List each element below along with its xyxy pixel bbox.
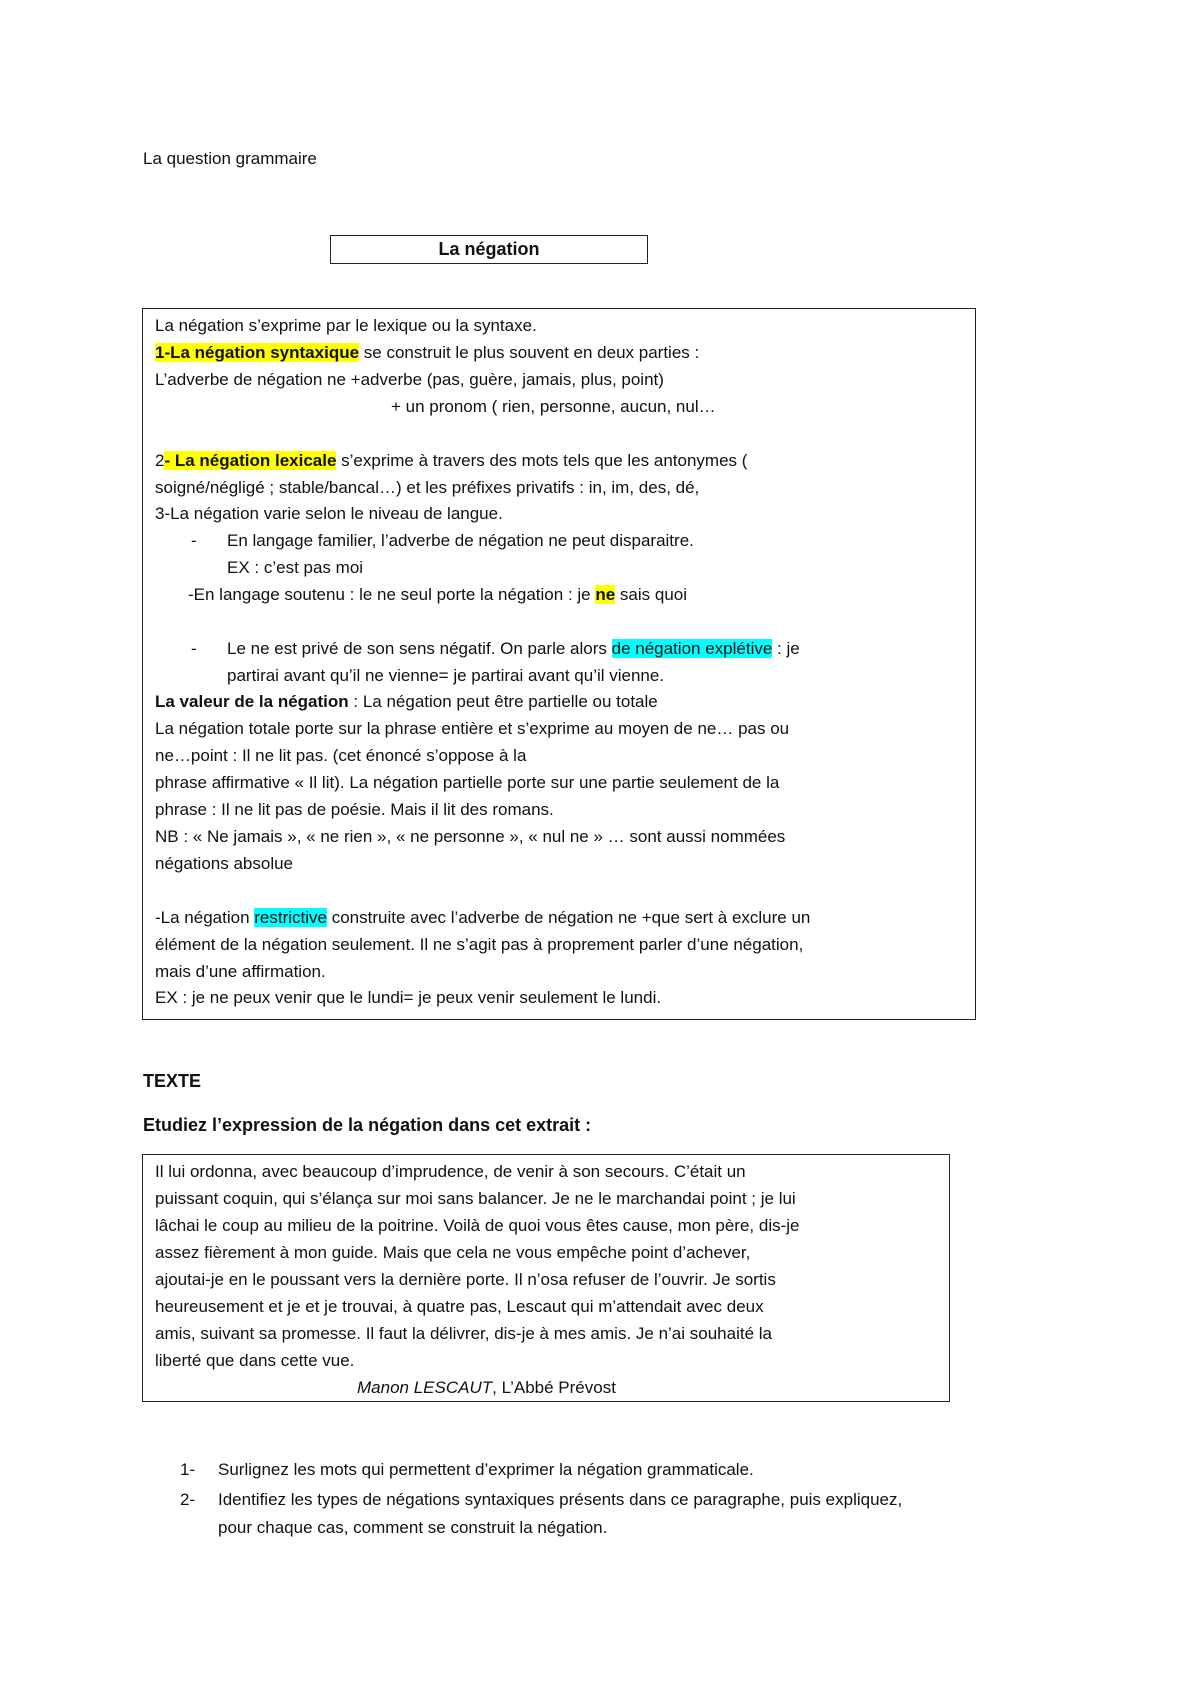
lesson-restrictive-line-2: élément de la négation seulement. Il ne s’agit pas à proprement parler d’une négation, (155, 935, 804, 954)
lesson-valeur-line-3: ne…point : Il ne lit pas. (cet énoncé s’oppose à la (155, 746, 527, 765)
extract-line: liberté que dans cette vue. (155, 1351, 355, 1370)
lesson-pronom-line: + un pronom ( rien, personne, aucun, nul… (391, 397, 716, 416)
extract-line: assez fièrement à mon guide. Mais que cela ne vous empêche point d’achever, (155, 1243, 751, 1262)
source-author: , L’Abbé Prévost (492, 1378, 616, 1397)
text-span: : La négation peut être partielle ou totale (348, 692, 658, 711)
extract-line: puissant coquin, qui s’élança sur moi sans balancer. Je ne le marchandai point ; je lui (155, 1189, 796, 1208)
highlight-syntaxique: 1-La négation syntaxique (155, 343, 360, 362)
question-item-2 (180, 1486, 903, 1542)
question-text: Surlignez les mots qui permettent d’exprimer la négation grammaticale. (218, 1460, 754, 1479)
bullet-dash: - (191, 531, 197, 550)
lesson-valeur-line-6: NB : « Ne jamais », « ne rien », « ne personne », « nul ne » … sont aussi nommées (155, 827, 786, 846)
lesson-example-2: EX : je ne peux venir que le lundi= je peux venir seulement le lundi. (155, 988, 662, 1007)
lesson-familier-line: En langage familier, l’adverbe de négation ne peut disparaitre. (227, 531, 694, 550)
highlight-lexicale: - La négation lexicale (164, 451, 337, 470)
texte-label: TEXTE (143, 1071, 202, 1091)
valeur-heading: La valeur de la négation (155, 692, 349, 711)
lesson-expletive-line-2: partirai avant qu’il ne vienne= je partirai avant qu’il vienne. (227, 666, 665, 685)
lesson-valeur-line-4: phrase affirmative « Il lit). La négation partielle porte sur une partie seulement de la (155, 773, 780, 792)
text-span: construite avec l’adverbe de négation ne +que sert à exclure un (326, 908, 811, 927)
extract-line: ajoutai-je en le poussant vers la dernière porte. Il n’osa refuser de l’ouvrir. Je sortis (155, 1270, 776, 1289)
lesson-syntaxique-line (155, 340, 699, 366)
question-number: 1- (180, 1460, 196, 1479)
lesson-intro: La négation s’exprime par le lexique ou la syntaxe. (155, 316, 537, 335)
bullet-dash: - (191, 639, 197, 658)
lesson-restrictive-line-3: mais d’une affirmation. (155, 962, 326, 981)
text-span: se construit le plus souvent en deux parties : (359, 343, 700, 362)
extract-line: heureusement et je et je trouvai, à quatre pas, Lescaut qui m’attendait avec deux (155, 1297, 764, 1316)
exercise-question: Etudiez l’expression de la négation dans cet extrait : (143, 1115, 592, 1135)
lesson-restrictive-line (155, 905, 810, 931)
question-number: 2- (180, 1490, 196, 1509)
lesson-example-1: EX : c’est pas moi (227, 558, 364, 577)
highlight-ne: ne (595, 585, 616, 604)
title-box (330, 235, 648, 264)
lesson-valeur-line-2: La négation totale porte sur la phrase entière et s’exprime au moyen de ne… pas ou (155, 719, 790, 738)
lesson-valeur-line (155, 689, 658, 715)
lesson-soutenu-line (188, 582, 687, 608)
highlight-expletive: de négation explétive (611, 639, 773, 658)
lesson-valeur-line-7: négations absolue (155, 854, 294, 873)
extract-line: amis, suivant sa promesse. Il faut la délivrer, dis-je à mes amis. Je n’ai souhaité la (155, 1324, 772, 1343)
text-span: s’exprime à travers des mots tels que les antonymes ( (336, 451, 748, 470)
source-title: Manon LESCAUT (357, 1378, 493, 1397)
highlight-restrictive: restrictive (254, 908, 327, 927)
question-text: pour chaque cas, comment se construit la négation. (218, 1518, 608, 1537)
text-span: -La négation (155, 908, 255, 927)
extract-source (357, 1375, 616, 1401)
document-heading: La question grammaire (143, 149, 317, 168)
text-span: Le ne est privé de son sens négatif. On parle alors (227, 639, 612, 658)
text-span: 2 (155, 451, 165, 470)
lesson-valeur-line-5: phrase : Il ne lit pas de poésie. Mais il lit des romans. (155, 800, 554, 819)
question-item-1 (180, 1456, 754, 1484)
lesson-lexicale-line (155, 448, 747, 474)
lesson-niveau-line: 3-La négation varie selon le niveau de langue. (155, 504, 503, 523)
extract-line: lâchai le coup au milieu de la poitrine. Voilà de quoi vous êtes cause, mon père, dis-je (155, 1216, 800, 1235)
question-text: Identifiez les types de négations syntaxiques présents dans ce paragraphe, puis expliquez, (218, 1490, 903, 1509)
text-span: -En langage soutenu : le ne seul porte la négation : je (188, 585, 596, 604)
lesson-adverbe-line: L’adverbe de négation ne +adverbe (pas, guère, jamais, plus, point) (155, 370, 664, 389)
lesson-box (142, 308, 976, 1020)
extract-line: Il lui ordonna, avec beaucoup d’imprudence, de venir à son secours. C’était un (155, 1162, 746, 1181)
text-span: : je (772, 639, 800, 658)
extract-box (142, 1154, 950, 1402)
lesson-expletive-line (227, 636, 800, 662)
lesson-lexicale-line-2: soigné/négligé ; stable/bancal…) et les préfixes privatifs : in, im, des, dé, (155, 478, 700, 497)
text-span: sais quoi (615, 585, 688, 604)
page-title: La négation (438, 239, 540, 259)
